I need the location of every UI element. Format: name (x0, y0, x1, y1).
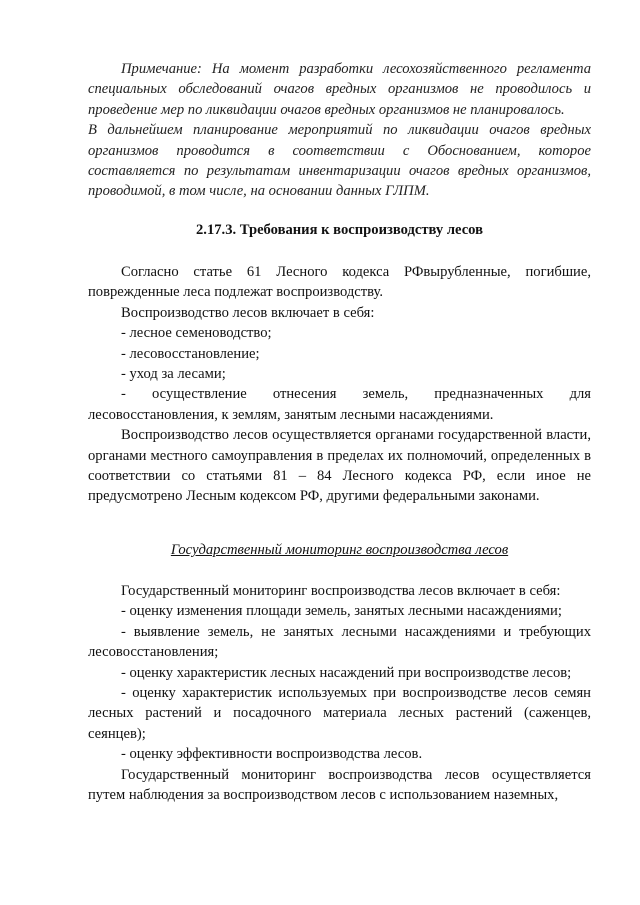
section-list-item-2: - лесовосстановление; (121, 345, 260, 362)
section-body (88, 262, 591, 507)
section-list-item-1: - лесное семеноводство; (121, 325, 272, 342)
monitoring-list-item-3: - оценку характеристик лесных насаждений при воспроизводстве лесов; (121, 664, 572, 681)
monitoring-title: Государственный мониторинг воспроизводства лесов (170, 542, 509, 558)
section-paragraph-1: Согласно статье 61 Лесного кодекса РФвырубленные, погибшие, поврежденные леса подлежат воспроизводству. (88, 264, 591, 301)
note-paragraph-2: В дальнейшем планирование мероприятий по ликвидации очагов вредных организмов проводится в соответствии с Обоснованием, которое составляется по результатам инвентаризации очагов вредных организмов, проводимой, в том числе, на основании данных ГЛПМ. (88, 122, 591, 200)
section-title: 2.17.3. Требования к воспроизводству лесов (196, 222, 483, 238)
monitoring-body (88, 581, 591, 805)
monitoring-paragraph-2: Государственный мониторинг воспроизводства лесов осуществляется путем наблюдения за воспроизводством лесов с использованием наземных, (88, 766, 591, 804)
monitoring-list-item-5: - оценку эффективности воспроизводства лесов. (121, 746, 423, 763)
section-list-item-3: - уход за лесами; (121, 366, 226, 383)
note-paragraph-1: Примечание: На момент разработки лесохозяйственного регламента специальных обследований очагов вредных организмов не проводилось и проведение мер по ликвидации очагов вредных организмов не планировалось. (88, 61, 591, 118)
monitoring-list-item-4: - оценку характеристик используемых при воспроизводстве лесов семян лесных растений и посадочного материала лесных растений (саженцев, сеянцев); (88, 685, 591, 742)
note-block (88, 59, 591, 202)
section-list-item-4: - осуществление отнесения земель, предназначенных для лесовосстановления, к землям, занятым лесными насаждениями. (88, 386, 591, 423)
monitoring-paragraph-1: Государственный мониторинг воспроизводства лесов включает в себя: (121, 583, 561, 599)
section-paragraph-2: Воспроизводство лесов включает в себя: (121, 304, 375, 321)
monitoring-list-item-2: - выявление земель, не занятых лесными насаждениями и требующих лесовосстановления; (88, 623, 591, 661)
monitoring-list-item-1: - оценку изменения площади земель, занятых лесными насаждениями; (121, 603, 562, 620)
section-paragraph-3: Воспроизводство лесов осуществляется органами государственной власти, органами местного самоуправления в пределах их полномочий, определенных в соответствии со статьями 81 – 84 Лесного кодекса РФ, если иное не предусмотрено Лесным кодексом РФ, другими федеральными законами. (88, 427, 591, 505)
